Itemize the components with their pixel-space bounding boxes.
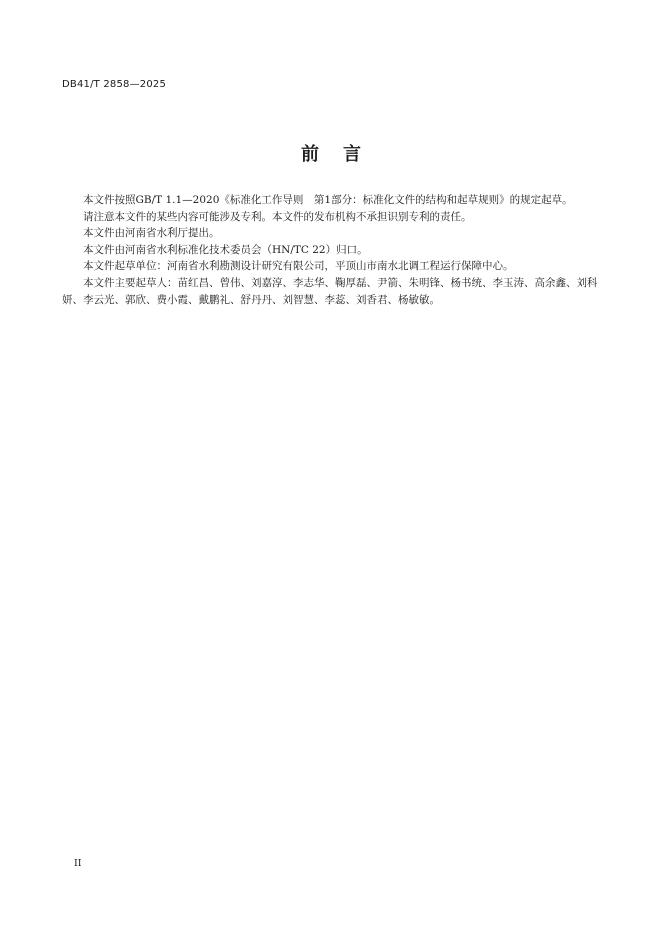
paragraph-patent-notice: 请注意本文件的某些内容可能涉及专利。本文件的发布机构不承担识别专利的责任。: [83, 210, 472, 223]
paragraph-drafting-units: 本文件起草单位：河南省水利勘测设计研究有限公司，平顶山市南水北调工程运行保障中心。: [83, 260, 514, 273]
page-number: II: [74, 858, 82, 869]
page-title: 前言: [301, 144, 385, 165]
paragraph-proposer: 本文件由河南省水利厅提出。: [83, 227, 220, 240]
paragraph-drafting-rules: 本文件按照GB/T 1.1—2020《标准化工作导则 第1部分：标准化文件的结构和起草规则》的规定起草。: [83, 194, 573, 206]
document-code: DB41/T 2858—2025: [62, 79, 167, 90]
paragraph-drafters: 本文件主要起草人：苗红昌、曾伟、刘嘉淳、李志华、鞠厚磊、尹箭、朱明锋、杨书统、李玉涛、高余鑫、刘科妍、李云光、郭欣、费小霞、戴鹏礼、舒丹丹、刘智慧、李蕊、刘香君、杨敏敏。: [62, 276, 598, 306]
paragraph-committee: 本文件由河南省水利标准化技术委员会（HN/TC 22）归口。: [83, 243, 368, 256]
foreword-body: [62, 192, 600, 308]
